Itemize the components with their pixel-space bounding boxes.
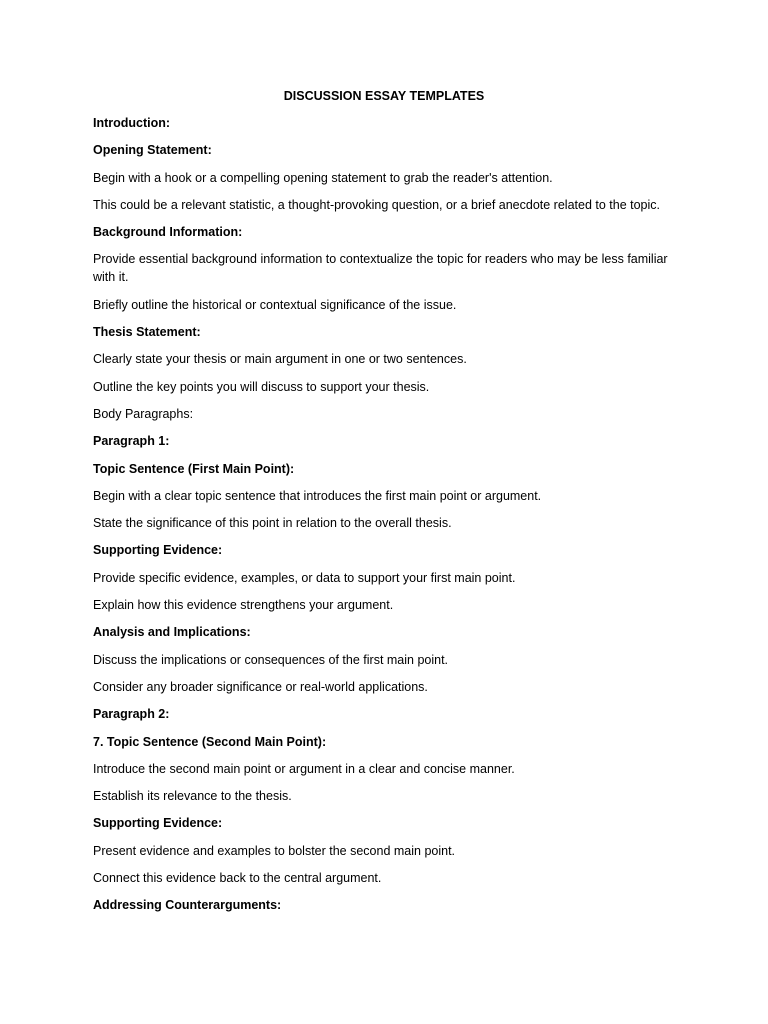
body-paragraph: Body Paragraphs: — [93, 406, 194, 421]
body-paragraph: Provide specific evidence, examples, or data to support your first main point. — [93, 570, 516, 585]
section-heading: Topic Sentence (First Main Point): — [93, 461, 295, 476]
section-heading: Addressing Counterarguments: — [93, 898, 282, 913]
body-paragraph: Present evidence and examples to bolster the second main point. — [93, 843, 456, 858]
section-heading: Analysis and Implications: — [93, 625, 251, 640]
section-heading: 7. Topic Sentence (Second Main Point): — [93, 734, 327, 749]
section-heading: Paragraph 2: — [93, 707, 170, 722]
body-paragraph: Outline the key points you will discuss to support your thesis. — [93, 379, 430, 394]
body-paragraph: State the significance of this point in relation to the overall thesis. — [93, 516, 452, 531]
section-heading: Paragraph 1: — [93, 434, 170, 449]
body-paragraph: Begin with a clear topic sentence that introduces the first main point or argument. — [93, 488, 542, 503]
body-paragraph: Connect this evidence back to the central argument. — [93, 871, 382, 886]
body-paragraph: Begin with a hook or a compelling opening statement to grab the reader's attention. — [93, 170, 553, 185]
body-paragraph: Discuss the implications or consequences of the first main point. — [93, 652, 449, 667]
body-paragraph: Provide essential background information to contextualize the topic for readers who may be less familiar with it. — [93, 252, 668, 285]
body-paragraph: Introduce the second main point or argument in a clear and concise manner. — [93, 761, 515, 776]
body-paragraph: Clearly state your thesis or main argument in one or two sentences. — [93, 352, 467, 367]
section-heading: Introduction: — [93, 116, 171, 130]
section-heading: Background Information: — [93, 225, 243, 240]
document-title: DISCUSSION ESSAY TEMPLATES — [283, 89, 485, 103]
body-paragraph: Establish its relevance to the thesis. — [93, 789, 292, 804]
document-body — [93, 114, 673, 924]
section-heading: Opening Statement: — [93, 143, 212, 158]
section-heading: Supporting Evidence: — [93, 816, 223, 831]
section-heading: Supporting Evidence: — [93, 543, 223, 558]
body-paragraph: Briefly outline the historical or contextual significance of the issue. — [93, 297, 457, 312]
section-heading: Thesis Statement: — [93, 325, 201, 340]
body-paragraph: This could be a relevant statistic, a thought-provoking question, or a brief anecdote related to the topic. — [93, 197, 661, 212]
body-paragraph: Consider any broader significance or real-world applications. — [93, 679, 428, 694]
body-paragraph: Explain how this evidence strengthens your argument. — [93, 598, 394, 613]
